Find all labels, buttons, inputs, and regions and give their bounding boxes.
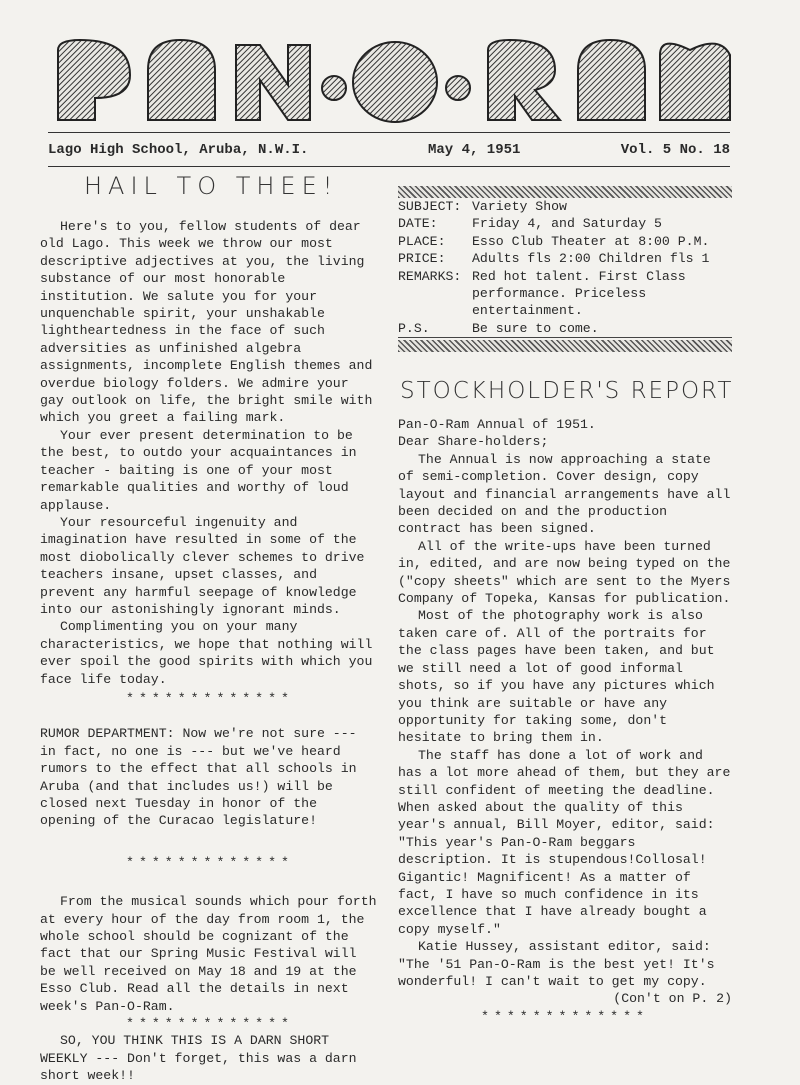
notice-key: PRICE: (398, 251, 446, 267)
report-salutation: Dear Share-holders; (398, 434, 549, 450)
star-divider: ************* (126, 1016, 294, 1032)
notice-table (398, 198, 732, 338)
right-column (398, 416, 732, 1025)
star-divider: ************* (126, 690, 294, 706)
issue-date: May 4, 1951 (428, 142, 521, 158)
stockholders-heading: STOCKHOLDER'S REPORT (400, 378, 734, 404)
volume-number: Vol. 5 No. 18 (620, 142, 730, 158)
masthead-rule-top (48, 132, 730, 133)
hail-paragraph: Your resourceful ingenuity and imagination have resulted in some of the most diobolically clever schemes to drive teachers insane, upset classes, and prevent any harmful seepage of knowledge into our astonishingly ignorant minds. (40, 514, 365, 617)
hail-paragraph: Your ever present determination to be the best, to outdo your acquaintances in teacher - baiting is one of your most remarkable qualities and worthy of loud applause. (40, 427, 357, 513)
report-paragraph: The Annual is now approaching a state of semi-completion. Cover design, copy layout and financial arrangements have all been decided on and the production contract has been signed. (398, 451, 731, 537)
variety-show-notice (398, 186, 732, 352)
report-paragraph: Katie Hussey, assistant editor, said: "The '51 Pan-O-Ram is the best yet! It's wonderful! I can't wait to get my copy. (398, 939, 715, 989)
notice-key: SUBJECT: (398, 199, 462, 214)
star-divider: ************* (481, 1008, 649, 1024)
notice-value: Red hot talent. First Class performance. Priceless entertainment. (472, 268, 686, 319)
report-paragraph: Most of the photography work is also taken care of. All of the portraits for the class pages have been taken, and but we still need a lot of good informal shots, so if you have any pictures which you think are suitable or have any opportunity for taking some, don't hesitate to bring them in. (398, 608, 715, 746)
info-bar (48, 136, 730, 164)
star-divider: ************* (126, 854, 294, 870)
rumor-department: RUMOR DEPARTMENT: Now we're not sure --- in fact, no one is --- but we've heard rumors to the effect that all schools in Aruba (and that includes us!) will be closed next Tuesday in honor of the opening of the Curacao legislature! (40, 726, 357, 829)
hail-heading: HAIL TO THEE! (84, 172, 339, 200)
report-paragraph: The staff has done a lot of work and has a lot more ahead of them, but they are still confident of meeting the deadline. When asked about the quality of this year's annual, Bill Moyer, editor, said: "This year's Pan-O-Ram beggars description. It is stupendous!Collosal! Gigantic! Magnificent! As a matter of fact, I have so much confidence in its excellence that I have already bought a copy myself." (398, 747, 731, 937)
hail-paragraph: Here's to you, fellow students of dear old Lago. This week we throw our most descriptive adjectives at you, the living substance of our most honorable institution. We salute you for your unquenchable spirit, your unshakable lightheartedness in the face of such adversities as unfinished algebra assignments, incomplete English themes and overdue biology folders. We admire your gay outlook on life, the bright smile with which you greet a failing mark. (40, 219, 373, 426)
notice-key: PLACE: (398, 233, 446, 249)
notice-key: DATE: (398, 216, 438, 232)
left-column (40, 218, 380, 1085)
notice-hatch-bottom (398, 340, 732, 352)
notice-value: Adults fls 2:00 Children fls 1 (472, 251, 710, 267)
notice-hatch-top (398, 186, 732, 198)
pan-o-ram-logo (40, 30, 740, 130)
notice-value: Esso Club Theater at 8:00 P.M. (472, 233, 710, 249)
report-paragraph: All of the write-ups have been turned in, edited, and are now being typed on the ("copy sheets" which are sent to the Myers Company of Topeka, Kansas for publication. (398, 538, 731, 607)
music-paragraph: From the musical sounds which pour forth at every hour of the day from room 1, the whole school should be cognizant of the fact that our Spring Music Festival will be well received on May 18 and 19 at the Esso Club. Read all the details in next week's Pan-O-Ram. (40, 894, 377, 1014)
continued-note: (Con't on P. 2) (613, 991, 732, 1007)
notice-value: Friday 4, and Saturday 5 (472, 216, 662, 232)
hail-paragraph: Complimenting you on your many characteristics, we hope that nothing will ever spoil the good spirits with which you face life today. (40, 619, 373, 687)
notice-key: REMARKS: (398, 268, 462, 284)
notice-value: Variety Show (472, 199, 567, 214)
masthead-rule-bottom (48, 166, 730, 167)
notice-value: Be sure to come. (472, 320, 732, 338)
report-intro: Pan-O-Ram Annual of 1951. (398, 417, 596, 432)
short-weekly-paragraph: SO, YOU THINK THIS IS A DARN SHORT WEEKLY --- Don't forget, this was a darn short week!! (40, 1033, 357, 1084)
school-name: Lago High School, Aruba, N.W.I. (48, 142, 309, 158)
masthead-logo (40, 30, 740, 130)
notice-key: P.S. (398, 320, 472, 338)
